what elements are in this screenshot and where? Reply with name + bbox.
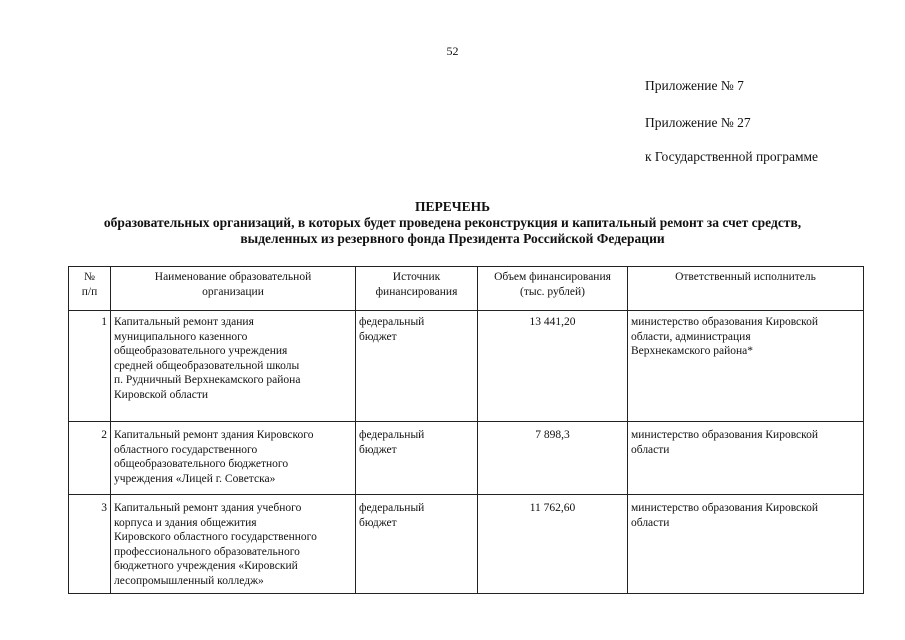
organization-name: Капитальный ремонт здания учебного корпуса и здания общежития Кировского областного государственного профессионального образовательного бюджетного учреждения «Кировский лесопромышленный колледж» bbox=[111, 495, 356, 594]
funding-amount: 13 441,20 bbox=[478, 311, 628, 422]
funding-source: федеральный бюджет bbox=[356, 422, 478, 495]
organization-name: Капитальный ремонт здания муниципального казенного общеобразовательного учреждения средней общеобразовательной школы п. Рудничный Верхнекамского района Кировской области bbox=[111, 311, 356, 422]
header-funding-amount: Объем финансирования (тыс. рублей) bbox=[478, 267, 628, 311]
responsible-executor: министерство образования Кировской области bbox=[628, 495, 864, 594]
page-number: 52 bbox=[446, 44, 459, 58]
funding-amount: 11 762,60 bbox=[478, 495, 628, 594]
funding-source: федеральный бюджет bbox=[356, 495, 478, 594]
header-funding-source: Источник финансирования bbox=[356, 267, 478, 311]
row-number: 1 bbox=[69, 311, 111, 422]
table-header-row bbox=[69, 267, 864, 311]
funding-source: федеральный бюджет bbox=[356, 311, 478, 422]
funding-amount: 7 898,3 bbox=[478, 422, 628, 495]
header-num: № п/п bbox=[69, 267, 111, 311]
responsible-executor: министерство образования Кировской области, администрация Верхнекамского района* bbox=[628, 311, 864, 422]
organizations-table bbox=[68, 266, 864, 594]
title-subtitle-line-1: образовательных организаций, в которых будет проведена реконструкция и капитальный ремонт за счет средств, bbox=[103, 215, 802, 230]
row-number: 3 bbox=[69, 495, 111, 594]
title-heading: ПЕРЕЧЕНЬ bbox=[414, 199, 491, 214]
title-subtitle-line-2: выделенных из резервного фонда Президента Российской Федерации bbox=[240, 231, 665, 246]
document-title bbox=[40, 199, 865, 247]
appendix-line-2: Приложение № 27 bbox=[645, 115, 751, 130]
appendix-line-3: к Государственной программе bbox=[645, 149, 819, 164]
appendix-line-1: Приложение № 7 bbox=[645, 78, 744, 93]
header-responsible-executor: Ответственный исполнитель bbox=[628, 267, 864, 311]
responsible-executor: министерство образования Кировской области bbox=[628, 422, 864, 495]
organization-name: Капитальный ремонт здания Кировского областного государственного общеобразовательного бюджетного учреждения «Лицей г. Советска» bbox=[111, 422, 356, 495]
table-row bbox=[69, 311, 864, 422]
table-row bbox=[69, 422, 864, 495]
table-row bbox=[69, 495, 864, 594]
header-organization-name: Наименование образовательной организации bbox=[111, 267, 356, 311]
row-number: 2 bbox=[69, 422, 111, 495]
